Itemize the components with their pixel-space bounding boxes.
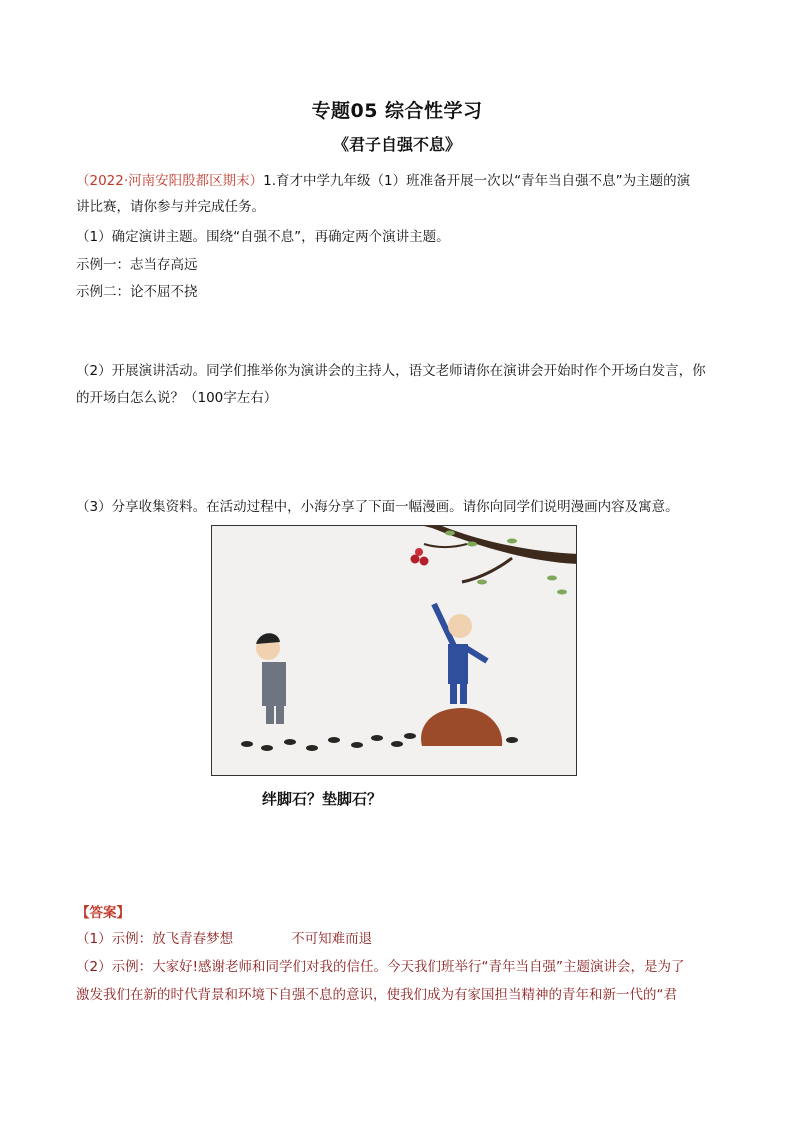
question-3: （3）分享收集资料。在活动过程中，小海分享了下面一幅漫画。请你向同学们说明漫画内容及寓意。 — [76, 499, 679, 515]
cartoon-caption: 绊脚石？垫脚石？ — [262, 790, 383, 808]
answer-2-line-1: （2）示例：大家好!感谢老师和同学们对我的信任。今天我们班举行“青年当自强”主题演讲会，是为了 — [76, 959, 685, 975]
question-intro-text: 1.育才中学九年级（1）班准备开展一次以“青年当自强不息”为主题的演 — [263, 173, 691, 189]
question-intro-line-1 — [76, 170, 726, 192]
answer-1 — [76, 928, 726, 950]
answer-2-line-2: 激发我们在新的时代背景和环境下自强不息的意识，使我们成为有家国担当精神的青年和新一代的“君 — [76, 987, 677, 1003]
question-2-line-2: 的开场白怎么说？（100字左右） — [76, 390, 278, 406]
page-title: 专题05 综合性学习 — [311, 100, 483, 122]
answer-1-first: （1）示例：放飞青春梦想 — [76, 931, 234, 947]
answer-1-second: 不可知难而退 — [291, 931, 373, 947]
answer-label: 【答案】 — [76, 905, 130, 921]
question-1: （1）确定演讲主题。围绕“自强不息”，再确定两个演讲主题。 — [76, 229, 450, 245]
example-1: 示例一：志当存高远 — [76, 257, 198, 273]
question-intro-line-2: 讲比赛，请你参与并完成任务。 — [76, 199, 265, 215]
source-label: （2022·河南安阳殷都区期末） — [76, 173, 264, 189]
page-subtitle: 《君子自强不息》 — [332, 135, 461, 154]
example-2: 示例二：论不屈不挠 — [76, 284, 198, 300]
question-2-line-1: （2）开展演讲活动。同学们推举你为演讲会的主持人，语文老师请你在演讲会开始时作个开场白发言，你 — [76, 363, 706, 379]
cartoon-image — [211, 525, 577, 776]
